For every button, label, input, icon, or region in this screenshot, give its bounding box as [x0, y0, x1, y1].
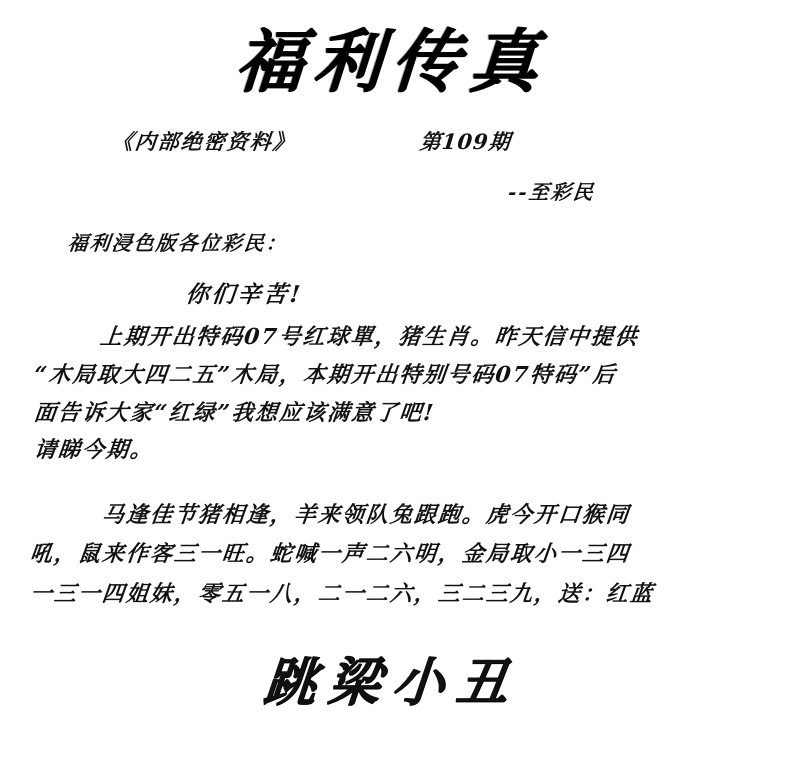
body-paragraph	[0, 319, 785, 470]
subtitle-row	[0, 126, 785, 170]
verse-line: 马逢佳节猪相逢，羊来领队兔跟跑。虎今开口猴同	[100, 502, 632, 529]
body-line: 上期开出特码07号红球單，猪生肖。昨天信中提供	[98, 324, 641, 350]
subtitle-secret-label: 《内部绝密资料》	[110, 129, 298, 154]
page-title: 福利传真	[232, 22, 551, 102]
shout-line: 你们辛苦!	[184, 281, 305, 308]
body-line: 请睇今期。	[32, 437, 156, 464]
verse-line: 一三一四姐妹，零五一八，二一二六，三二三九，送：红蓝	[28, 580, 656, 607]
issue-number: 第109期	[418, 129, 513, 154]
verse-paragraph	[0, 496, 785, 613]
greeting-line: 福利浸色版各位彩民：	[66, 231, 290, 255]
footer-title: 跳梁小丑	[261, 651, 523, 713]
verse-line: 吼，鼠来作客三一旺。蛇喊一声二六明，金局取小一三四	[28, 541, 632, 568]
signature-line: --至彩民	[506, 180, 597, 204]
body-line: “木局取大四二五”木局，本期开出特别号码07特码”后	[32, 361, 619, 388]
body-line: 面告诉大家“红绿”我想应该满意了吧!	[32, 399, 437, 426]
